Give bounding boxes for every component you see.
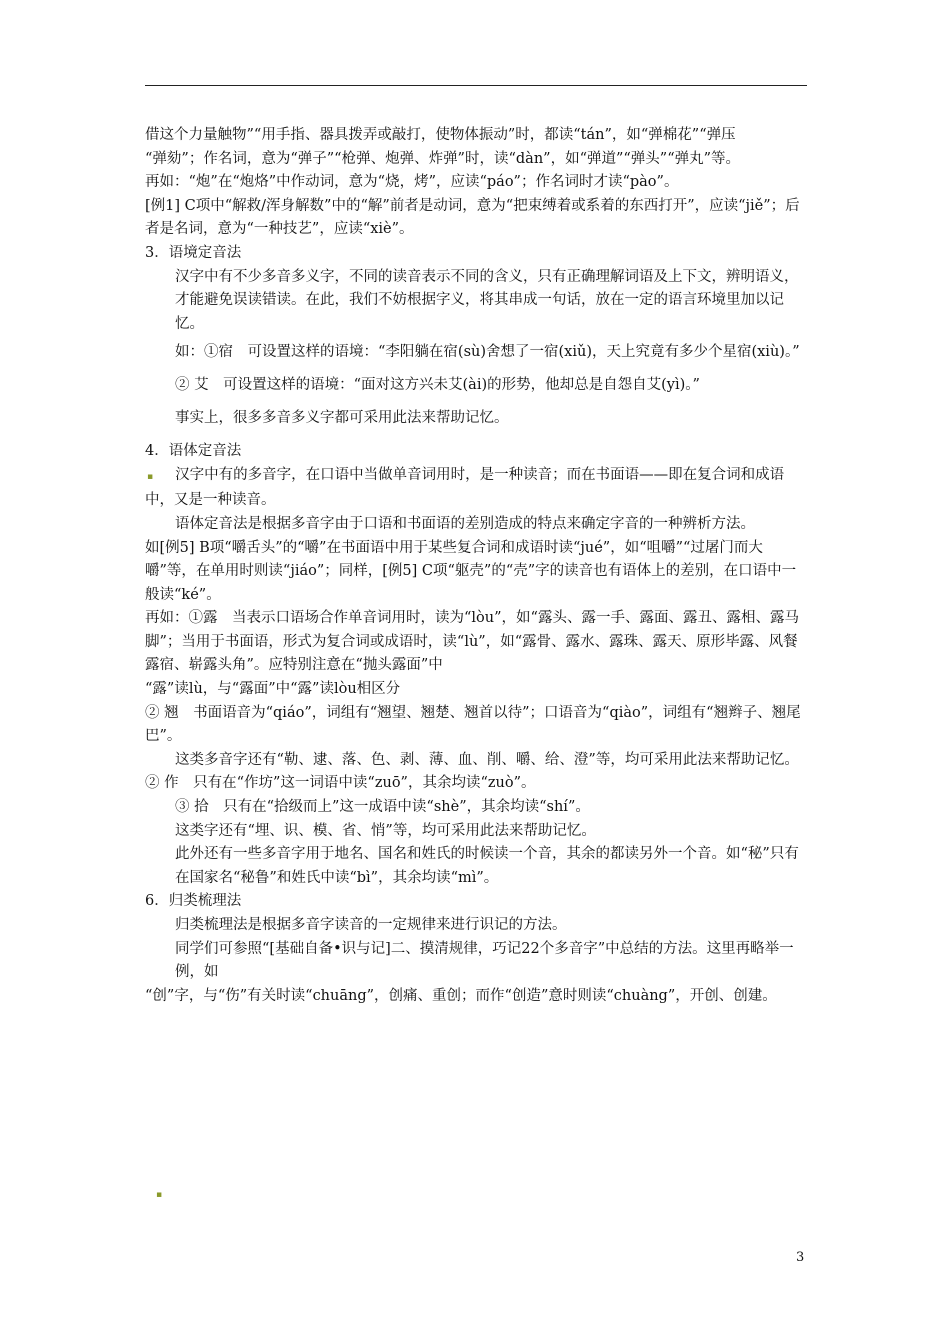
document-body [145, 124, 809, 1008]
paragraph: “露”读lù，与“露面”中“露”读lòu相区分 [145, 681, 401, 698]
paragraph: “弹劾”；作名词，意为“弹子”“枪弹、炮弹、炸弹”时，读“dàn”，如“弹道”“弹头”“弹丸”等。 [145, 150, 741, 167]
paragraph: 汉字中有不少多音多义字，不同的读音表示不同的含义，只有正确理解词语及上下文，辨明语义，才能避免误读错读。在此，我们不妨根据字义，将其串成一句话，放在一定的语言环境里加以记忆。 [175, 268, 799, 332]
section-heading: 3．语境定音法 [145, 244, 242, 261]
example-line: 如：①宿 可设置这样的语境：“李阳躺在宿(sù)舍想了一宿(xiǔ)，天上究竟有多少个星宿(xiù)。” [175, 344, 800, 361]
paragraph: 这类多音字还有“勒、逮、落、色、剥、薄、血、削、嚼、给、澄”等，均可采用此法来帮助记忆。 [175, 751, 799, 768]
paragraph: 再如：①露 当表示口语场合作单音词用时，读为“lòu”，如“露头、露一手、露面、露丑、露相、露马脚”；当用于书面语，形式为复合词或成语时，读“lù”，如“露骨、露水、露珠、露天、原形毕露、风餐露宿、崭露头角”。应特别注意在“抛头露面”中 [145, 610, 799, 674]
section-heading: 6．归类梳理法 [145, 893, 242, 910]
paragraph: ③ 拾 只有在“拾级而上”这一成语中读“shè”，其余均读“shí”。 [175, 799, 590, 816]
paragraph: 语体定音法是根据多音字由于口语和书面语的差别造成的特点来确定字音的一种辨析方法。 [175, 515, 755, 532]
paragraph: 归类梳理法是根据多音字读音的一定规律来进行识记的方法。 [175, 917, 567, 933]
paragraph: ② 作 只有在“作坊”这一词语中读“zuō”，其余均读“zuò”。 [145, 775, 536, 792]
page-number: 3 [796, 1250, 805, 1265]
paragraph: 如[例5] B项“嚼舌头”的“嚼”在书面语中用于某些复合词和成语时读“jué”，如“咀嚼”“过屠门而大嚼”等，在单用时则读“jiáo”；同样，[例5] C项“躯壳”的“壳”字的读音也有语体上的差别，在口语中一般读“ké”。 [145, 539, 797, 603]
paragraph: 这类字还有“埋、识、模、省、悄”等，均可采用此法来帮助记忆。 [175, 822, 596, 839]
paragraph [145, 464, 809, 513]
dot-mark: ▪ [147, 471, 154, 482]
dot-mark: ▪ [156, 1190, 163, 1200]
paragraph: 此外还有一些多音字用于地名、国名和姓氏的时候读一个音，其余的都读另外一个音。如“秘”只有在国家名“秘鲁”和姓氏中读“bì”，其余均读“mì”。 [175, 846, 799, 886]
paragraph: 事实上，很多多音多义字都可采用此法来帮助记忆。 [175, 409, 509, 426]
paragraph: “创”字，与“伤”有关时读“chuāng”，创痛、重创；而作“创造”意时则读“chuàng”，开创、创建。 [145, 987, 777, 1004]
paragraph: 同学们可参照“[基础自备•识与记]二、摸清规律，巧记22个多音字”中总结的方法。这里再略举一例，如 [175, 940, 794, 981]
paragraph: 借这个力量触物”“用手指、器具拨弄或敲打，使物体振动”时，都读“tán”，如“弹棉花”“弹压 [145, 127, 736, 143]
paragraph: ② 翘 书面语音为“qiáo”，词组有“翘望、翘楚、翘首以待”；口语音为“qiào”，词组有“翘辫子、翘尾巴”。 [145, 704, 801, 745]
header-rule [145, 85, 807, 86]
paragraph-text: 汉字中有的多音字，在口语中当做单音词用时，是一种读音；而在书面语——即在复合词和成语中，又是一种读音。 [145, 466, 785, 509]
example-line: ② 艾 可设置这样的语境：“面对这方兴未艾(ài)的形势，他却总是自怨自艾(yì)。” [175, 376, 700, 393]
paragraph: [例1] C项中“解救/浑身解数”中的“解”前者是动词，意为“把束缚着或系着的东西打开”，应读“jiě”；后者是名词，意为“一种技艺”，应读“xiè”。 [145, 197, 800, 238]
paragraph: 再如：“炮”在“炮烙”中作动词，意为“烧，烤”，应读“páo”；作名词时才读“pào”。 [145, 174, 679, 191]
section-heading: 4．语体定音法 [145, 443, 242, 460]
